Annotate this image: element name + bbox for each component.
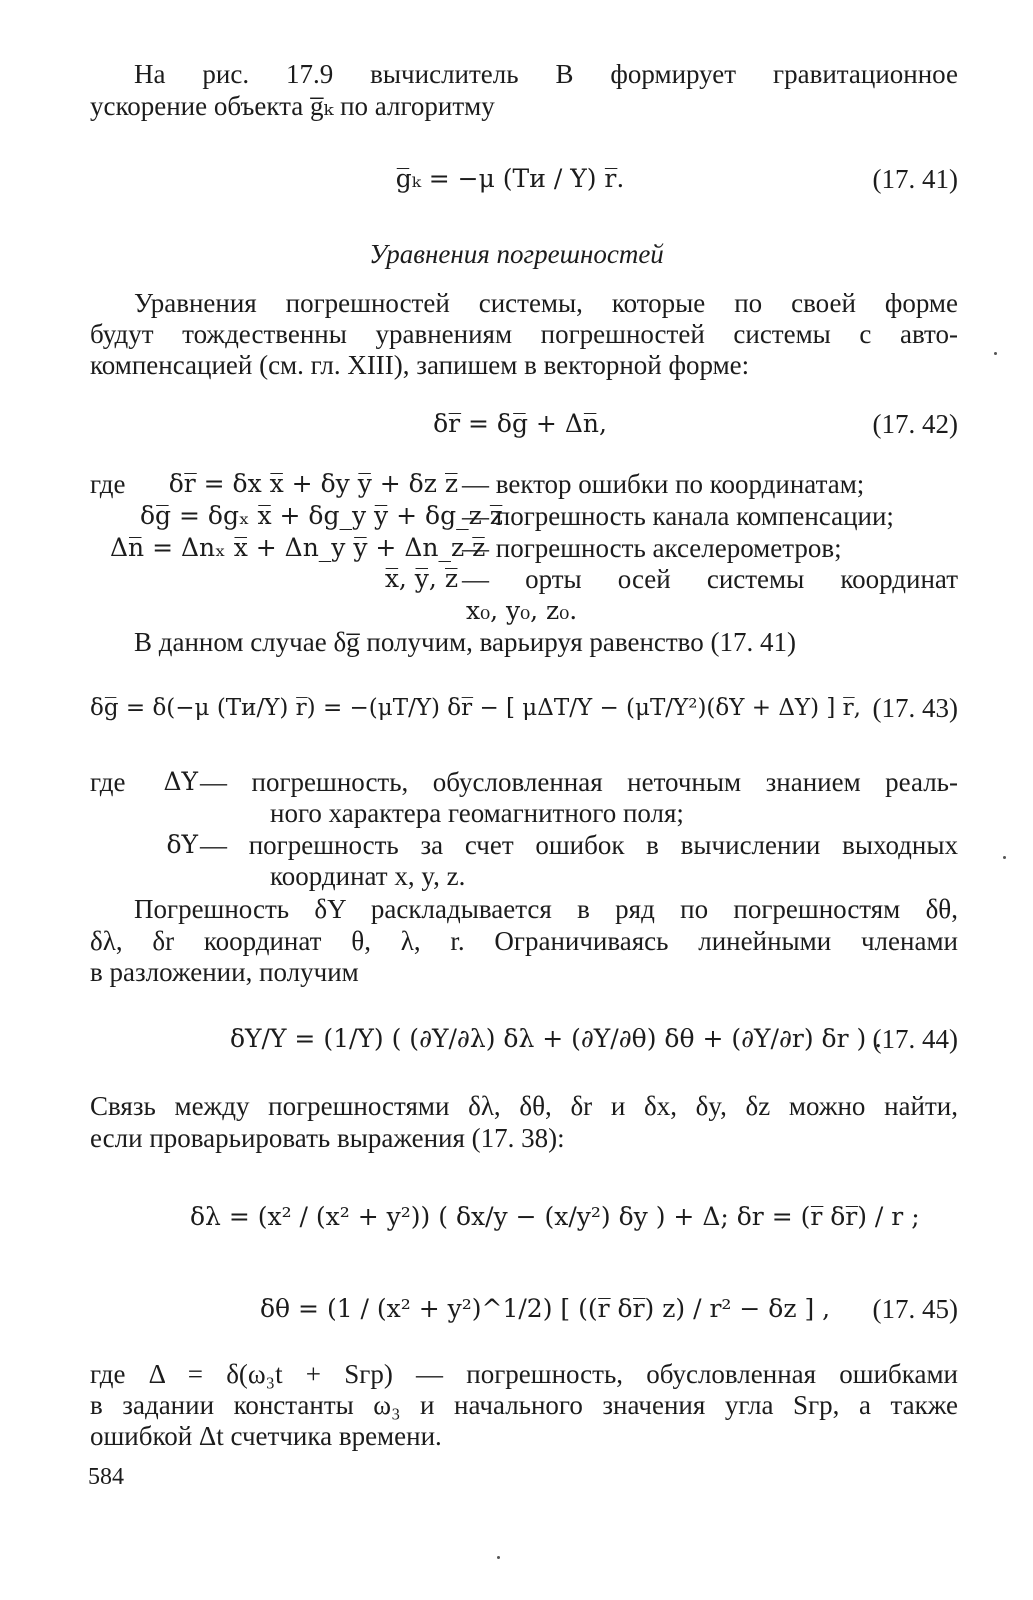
- definition-symbol-dY: δY: [166, 830, 198, 859]
- para5-line-1: где Δ = δ(ω₃t + Sгр) — погрешность, обусловленная ошибками: [90, 1359, 958, 1389]
- scan-speck: [1003, 856, 1006, 859]
- definition-formula-dr: δr̅ = δx x̅ + δy y̅ + δz z̅: [168, 469, 458, 498]
- equation-17-45-part-1: δλ = (x² / (x² + y²)) ( δx/y − (x/y²) δy ) + Δ; δr = (r̅ δr̅) / r ;: [190, 1202, 920, 1231]
- para5-line-2: в задании константы ω₃ и начального значения угла Sгр, а также: [90, 1390, 958, 1420]
- definition-symbol-dY-delta: ΔY: [163, 767, 198, 796]
- equation-17-44: δY/Y = (1/Y) ( (∂Y/∂λ) δλ + (∂Y/∂θ) δθ + (∂Y/∂r) δr ) .: [230, 1024, 883, 1053]
- equation-number-17-42: (17. 42): [872, 409, 958, 439]
- definition-text-dY-delta-1: — погрешность, обусловленная неточным знанием реаль-: [200, 767, 958, 797]
- equation-number-17-41: (17. 41): [872, 164, 958, 194]
- section-heading: Уравнения погрешностей: [369, 239, 664, 269]
- scan-speck: [497, 1556, 500, 1559]
- definition-text-dY-2: координат x, y, z.: [270, 861, 466, 891]
- para3-line-1: Погрешность δY раскладывается в ряд по погрешностям δθ,: [134, 894, 958, 924]
- equation-17-43: δg̅ = δ(−μ (Tи/Y) r̅) = −(μT/Y) δr̅ − [ μΔT/Y − (μT/Y²)(δY + ΔY) ] r̅,: [90, 695, 861, 721]
- definition-formula-orts: x̅, y̅, z̅: [384, 564, 458, 593]
- where-label-1: где: [90, 469, 126, 499]
- definition-text-dn: — погрешность акселерометров;: [462, 533, 842, 563]
- definition-text-dY-1: — погрешность за счет ошибок в вычислении выходных: [200, 830, 958, 860]
- para2-line: В данном случае δg̅ получим, варьируя равенство (17. 41): [134, 627, 796, 657]
- equation-number-17-43: (17. 43): [872, 693, 958, 723]
- intro-line-1: На рис. 17.9 вычислитель B формирует гравитационное: [134, 59, 958, 89]
- equation-17-42: δr̅ = δg̅ + Δn̅,: [433, 409, 607, 438]
- definition-orts-axes: x₀, y₀, z₀.: [466, 596, 578, 625]
- para1-line-2: будут тождественны уравнениям погрешностей системы с авто-: [90, 319, 958, 349]
- para1-line-1: Уравнения погрешностей системы, которые по своей форме: [134, 288, 958, 318]
- para4-line-2: если проварьировать выражения (17. 38):: [90, 1123, 565, 1153]
- definition-text-dY-delta-2: ного характера геомагнитного поля;: [270, 798, 684, 828]
- definition-formula-dn: Δn̅ = Δnₓ x̅ + Δn_y y̅ + Δn_z z̅: [110, 533, 486, 562]
- scan-speck: [994, 352, 997, 355]
- equation-number-17-45: (17. 45): [872, 1294, 958, 1324]
- para3-line-2: δλ, δr координат θ, λ, r. Ограничиваясь линейными членами: [90, 926, 958, 956]
- equation-17-41: g̅ₖ = −μ (Tи / Y) r̅.: [395, 164, 625, 193]
- para1-line-3: компенсацией (см. гл. XIII), запишем в векторной форме:: [90, 350, 750, 380]
- definition-text-dg: — погрешность канала компенсации;: [462, 501, 894, 531]
- definition-text-dr: — вектор ошибки по координатам;: [462, 469, 865, 499]
- equation-17-45-part-2: δθ = (1 / (x² + y²)^1/2) [ ((r̅ δr̅) z) / r² − δz ] ,: [260, 1294, 831, 1323]
- definition-text-orts: — орты осей системы координат: [462, 564, 958, 594]
- para4-line-1: Связь между погрешностями δλ, δθ, δr и δx, δy, δz можно найти,: [90, 1091, 958, 1121]
- para3-line-3: в разложении, получим: [90, 957, 359, 987]
- para5-line-3: ошибкой Δt счетчика времени.: [90, 1421, 442, 1451]
- equation-number-17-44: (17. 44): [872, 1024, 958, 1054]
- where-label-2: где: [90, 767, 126, 797]
- page-number: 584: [88, 1464, 124, 1490]
- intro-line-2: ускорение объекта g̅ₖ по алгоритму: [90, 91, 495, 121]
- definition-formula-dg: δg̅ = δgₓ x̅ + δg_y y̅ + δg_z z̅: [140, 501, 503, 530]
